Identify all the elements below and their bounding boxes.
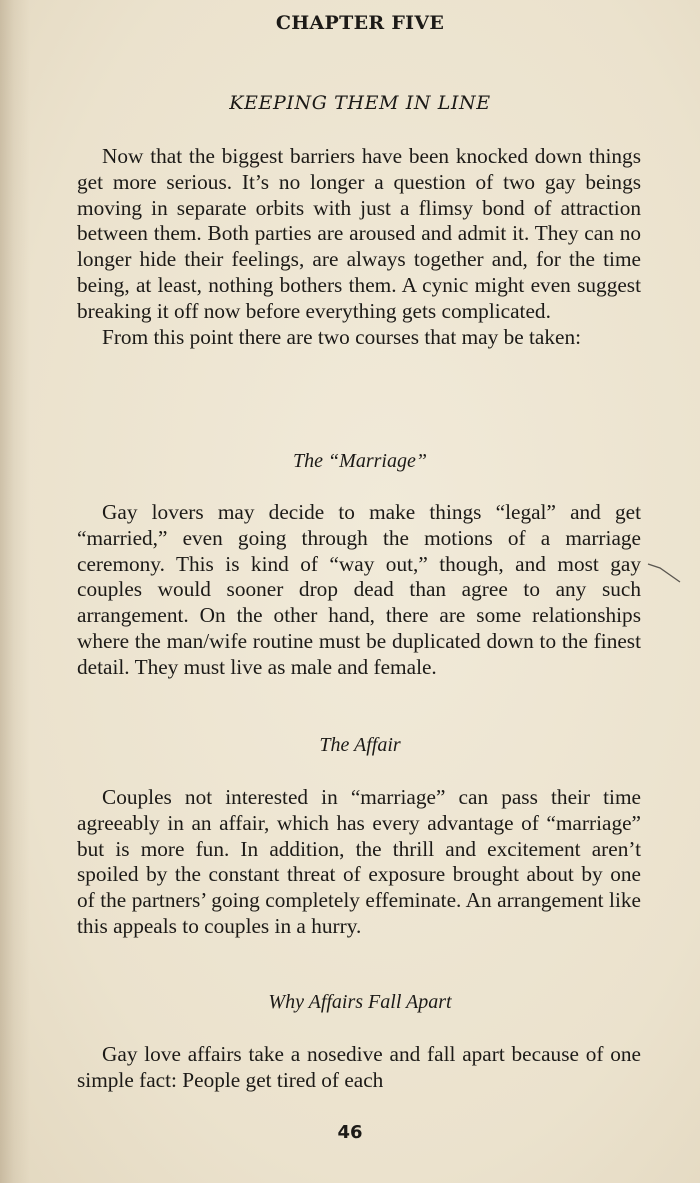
marriage-section — [77, 500, 641, 681]
section-heading-affair: The Affair — [319, 734, 401, 756]
why-affairs-section — [77, 1042, 641, 1094]
chapter-title: KEEPING THEM IN LINE — [229, 92, 491, 114]
pencil-margin-mark — [646, 556, 686, 586]
affair-section — [77, 785, 641, 940]
affair-paragraph: Couples not interested in “marriage” can pass their time agreeably in an affair, which has every advantage of “marriage” but is more fun. In addition, the thrill and excitement aren’t spoiled by the constant threat of exposure brought about by one of the partners’ going completely effeminate. An arrangement like this appeals to couples in a hurry. — [77, 785, 641, 938]
page-number: 46 — [337, 1122, 363, 1143]
section-heading-why-affairs: Why Affairs Fall Apart — [268, 991, 452, 1013]
intro-section — [77, 144, 641, 350]
section-heading-marriage: The “Marriage” — [293, 450, 427, 472]
intro-paragraph-2: From this point there are two courses that may be taken: — [102, 324, 582, 349]
why-affairs-paragraph: Gay love affairs take a nosedive and fall apart because of one simple fact: People get tired of each — [77, 1042, 641, 1092]
marriage-paragraph: Gay lovers may decide to make things “legal” and get “married,” even going through the motions of a marriage ceremony. This is kind of “way out,” though, and most gay couples would sooner drop dead than agree to any such arrangement. On the other hand, there are some relationships where the man/wife routine must be duplicated down to the finest detail. They must live as male and female. — [77, 500, 641, 679]
intro-paragraph-1: Now that the biggest barriers have been knocked down things get more serious. It’s no longer a question of two gay beings moving in separate orbits with just a flimsy bond of attraction between them. Both parties are aroused and admit it. They can no longer hide their feelings, are always together and, for the time being, at least, nothing bothers them. A cynic might even suggest breaking it off now before everything gets complicated. — [77, 144, 641, 323]
chapter-heading: CHAPTER FIVE — [275, 12, 445, 34]
